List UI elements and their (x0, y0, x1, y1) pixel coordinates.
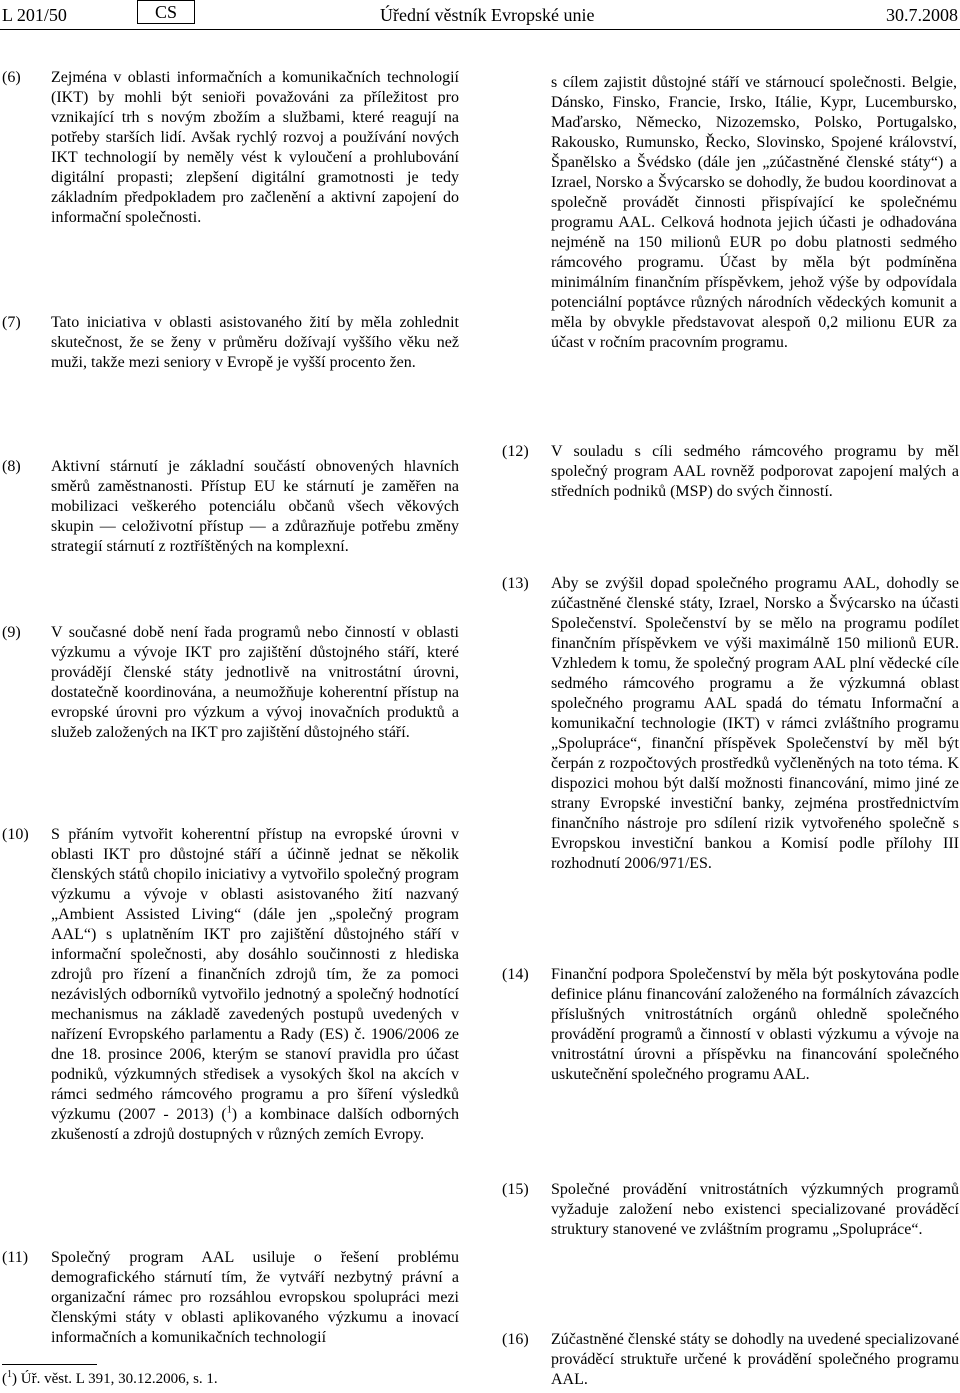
recital-11-continuation: s cílem zajistit důstojné stáří ve stárnoucí společnosti. Belgie, Dánsko, Finsko, Francie, Irsko, Itálie, Kypr, Lucembursko, Maďarsko, Německo, Nizozemsko, Polsko, Portugalsko, Rakousko, Rumunsko, Řecko, Slovinsko, Spojené království, Španělsko a Švédsko (dále jen „zúčastněné členské státy“) a Izrael, Norsko a Švýcarsko se dohodly, že budou koordinovat a společně provádět činnosti přispívající ke společnému programu AAL. Celková hodnota jejich účasti je odhadována nejméně na 150 milionů EUR po dobu platnosti sedmého rámcového programu. Účast by měla být podmíněna minimálním finančním příspěvkem, jehož výše by odpovídala potenciální poptávce různých národních vědeckých komunit a měla by obvykle představovat alespoň 0,2 milionu EUR za účast v ročním pracovním programu. (551, 74, 957, 351)
recital-text: V současné době není řada programů nebo činností v oblasti výzkumu a vývoje IKT pro zajištění důstojného stáří, které provádějí členské státy jednotlivě na vnitrostátní úrovni, dostatečně koordinována, a neumožňuje koherentní přístup na evropské úrovni pro výzkum a vývoj inovačních produktů a služeb založených na IKT pro zajištění důstojného stáří. (51, 624, 459, 741)
recital-number: (10) (2, 826, 29, 843)
recital-text: Finanční podpora Společenství by měla být poskytována podle definice plánu financování založeného na formálních závazcích příslušných vnitrostátních orgánů ohledně společného provádění programů a činností v oblasti výzkumu a vývoje na vnitrostátní úrovni a příspěvku na financování společného uskutečnění společného programu AAL. (551, 966, 959, 1083)
recital-number: (6) (2, 69, 21, 86)
recital-text: Tato iniciativa v oblasti asistovaného žití by měla zohlednit skutečnost, že se ženy v průměru dožívají vyššího věku než muži, takže mezi seniory v Evropě je vyšší procento žen. (51, 314, 459, 371)
recital-number: (13) (502, 575, 529, 592)
recital-number: (12) (502, 443, 529, 460)
recital-number: (8) (2, 458, 21, 475)
footnote-reference[interactable]: 1 (226, 1104, 232, 1116)
footnote-marker: 1 (7, 1369, 12, 1380)
recital-number: (16) (502, 1331, 529, 1348)
page-number: L 201/50 (2, 5, 67, 25)
language-badge: CS (137, 0, 195, 24)
page-header (0, 0, 960, 30)
issue-date: 30.7.2008 (886, 5, 958, 25)
recital-number: (14) (502, 966, 529, 983)
recital-text: Zejména v oblasti informačních a komunikačních technologií (IKT) by mohli být senioři považováni za příležitost pro vznikající trh s novým zbožím a službami, které reagují na potřeby starších lidí. Avšak rychlý rozvoj a používání nových IKT technologií by neměly vést k vyloučení a prohlubování digitální propasti; zlepšení digitální gramotnosti je tedy základním předpokladem pro začlenění a aktivní zapojení do informační společnosti. (51, 69, 459, 226)
recital-number: (9) (2, 624, 21, 641)
recital-text-part: ) a kombinace dalších odborných zkušeností a zdrojů dostupných v různých zemích Evropy. (51, 1106, 460, 1143)
footnote-text: Úř. věst. L 391, 30.12.2006, s. 1. (17, 1371, 218, 1387)
footnote-rule (2, 1364, 97, 1365)
recital-text: Společný program AAL usiluje o řešení problému demografického stárnutí tím, že vytváří nezbytný právní a organizační rámec pro rozsáhlou evropskou spolupráci mezi členskými státy v oblasti aplikovaného výzkumu a inovací informačních a komunikačních technologií (51, 1249, 459, 1346)
footnote: ($^1$) Úř. věst. L 391, 30.12.2006, s. 1. (2, 1369, 218, 1387)
recital-text: V souladu s cíli sedmého rámcového programu by měl společný program AAL rovněž podporovat zapojení malých a středních podniků (MSP) do svých činností. (551, 443, 959, 500)
recital-number: (11) (2, 1249, 29, 1266)
recital-text: Aby se zvýšil dopad společného programu AAL, dohodly se zúčastněné členské státy, Izrael, Norsko a Švýcarsko na účasti Společenství. Společenství by se mělo na programu podílet finančním příspěvkem ve výši maximálně 150 milionů EUR. Vzhledem k tomu, že společný program AAL plní vědecké cíle sedmého rámcového programu a že výzkumná oblast společného programu AAL spadá do tématu Informační a komunikační technologie (IKT) v rámci zvláštního programu „Spolupráce“, finanční příspěvek Společenství by měl být čerpán z rozpočtových prostředků vyčleněných na toto téma. K dispozici mohou být další možnosti financování, mimo jiné ze strany Evropské investiční banky, zejména prostřednictvím finančního nástroje pro sdílení rizik vytvořeného společně s Evropskou investiční bankou a Komisí podle přílohy III rozhodnutí 2006/971/ES. (551, 575, 959, 872)
recital-text: Společné provádění vnitrostátních výzkumných programů vyžaduje založení nebo existenci specializované prováděcí struktury stanovené ve zvláštním programu „Spolupráce“. (551, 1181, 959, 1238)
recital-text (51, 825, 459, 1145)
journal-title: Úřední věstník Evropské unie (380, 5, 595, 25)
header-rule (0, 29, 960, 30)
recital-text: Aktivní stárnutí je základní součástí obnovených hlavních směrů zaměstnanosti. Přístup EU ke stárnutí je zaměřen na mobilizaci veškerého potenciálu občanů všech věkových skupin — celoživotní přístup — a zdůrazňuje potřebu změny strategií stárnutí z roztříštěných na komplexní. (51, 458, 459, 555)
recital-number: (7) (2, 314, 21, 331)
recital-text-part: S přáním vytvořit koherentní přístup na evropské úrovni v oblasti IKT pro důstojné stáří a účinně jednat se několik členských států chopilo iniciativy a vytvořilo společný program výzkumu a vývoje v oblasti asistovaného žití nazvaný „Ambient Assisted Living“ (dále jen „společný program AAL“) s uplatněním IKT pro zajištění důstojného stáří v informační společnosti, aby dosáhlo součinnosti z hlediska zdrojů pro řízení a finančních zdrojů tím, že za pomoci nezávislých odborníků vytvořilo jednotný a společný hodnotící mechanismus na základě zavedených postupů uvedených v nařízení Evropského parlamentu a Rady (ES) č. 1906/2006 ze dne 18. prosince 2006, kterým se stanoví pravidla pro účast podniků, výzkumných středisek a vysokých škol na akcích v rámci sedmého rámcového programu a pro šíření výsledků výzkumu (2007 - 2013) ( (51, 826, 459, 1123)
recital-text: Zúčastněné členské státy se dohodly na uvedené specializované prováděcí struktuře určené k provádění společného programu AAL. (551, 1331, 959, 1388)
recital-number: (15) (502, 1181, 529, 1198)
